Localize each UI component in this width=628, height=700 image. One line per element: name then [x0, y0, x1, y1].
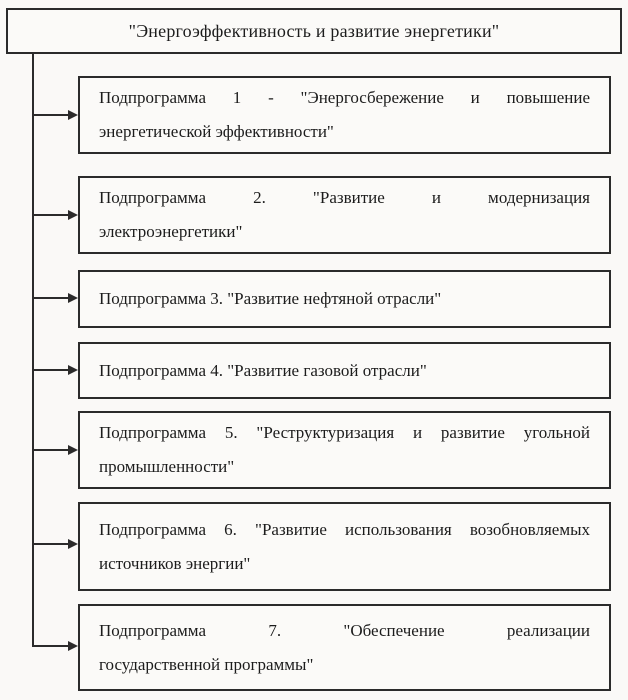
connector-subprogram-5	[32, 449, 68, 451]
connector-subprogram-4	[32, 369, 68, 371]
subprogram-7-line-2: государственной программы"	[99, 654, 314, 674]
subprogram-box-7	[78, 604, 611, 691]
subprogram-6-line-2: источников энергии"	[99, 553, 251, 573]
connector-subprogram-2	[32, 214, 68, 216]
subprogram-1-line-1: Подпрограмма 1 - "Энергосбережение и повышение	[99, 88, 590, 107]
trunk-connector-line	[32, 54, 34, 647]
subprogram-box-1	[78, 76, 611, 154]
subprogram-box-2	[78, 176, 611, 254]
subprogram-2-line-2: электроэнергетики"	[99, 222, 243, 241]
subprogram-5-line-2: промышленности"	[99, 457, 235, 476]
subprogram-6-line-1: Подпрограмма 6. "Развитие использования возобновляемых	[99, 519, 590, 539]
subprogram-box-3	[78, 270, 611, 328]
subprogram-box-5	[78, 411, 611, 489]
subprogram-box-6	[78, 502, 611, 591]
subprogram-4-line-1: Подпрограмма 4. "Развитие газовой отрасли"	[99, 360, 427, 380]
connector-subprogram-3	[32, 297, 68, 299]
connector-subprogram-7	[32, 645, 68, 647]
subprogram-5-line-1: Подпрограмма 5. "Реструктуризация и развитие угольной	[99, 423, 590, 442]
subprogram-1-line-2: энергетической эффективности"	[99, 122, 334, 141]
subprogram-7-line-1: Подпрограмма 7. "Обеспечение реализации	[99, 620, 590, 640]
program-title-label: "Энергоэффективность и развитие энергетики"	[128, 20, 500, 41]
subprogram-3-line-1: Подпрограмма 3. "Развитие нефтяной отрасли"	[99, 289, 442, 308]
connector-subprogram-6	[32, 543, 68, 545]
subprogram-box-4	[78, 342, 611, 399]
subprogram-2-line-1: Подпрограмма 2. "Развитие и модернизация	[99, 188, 590, 207]
program-title-box	[6, 8, 622, 54]
connector-subprogram-1	[32, 114, 68, 116]
